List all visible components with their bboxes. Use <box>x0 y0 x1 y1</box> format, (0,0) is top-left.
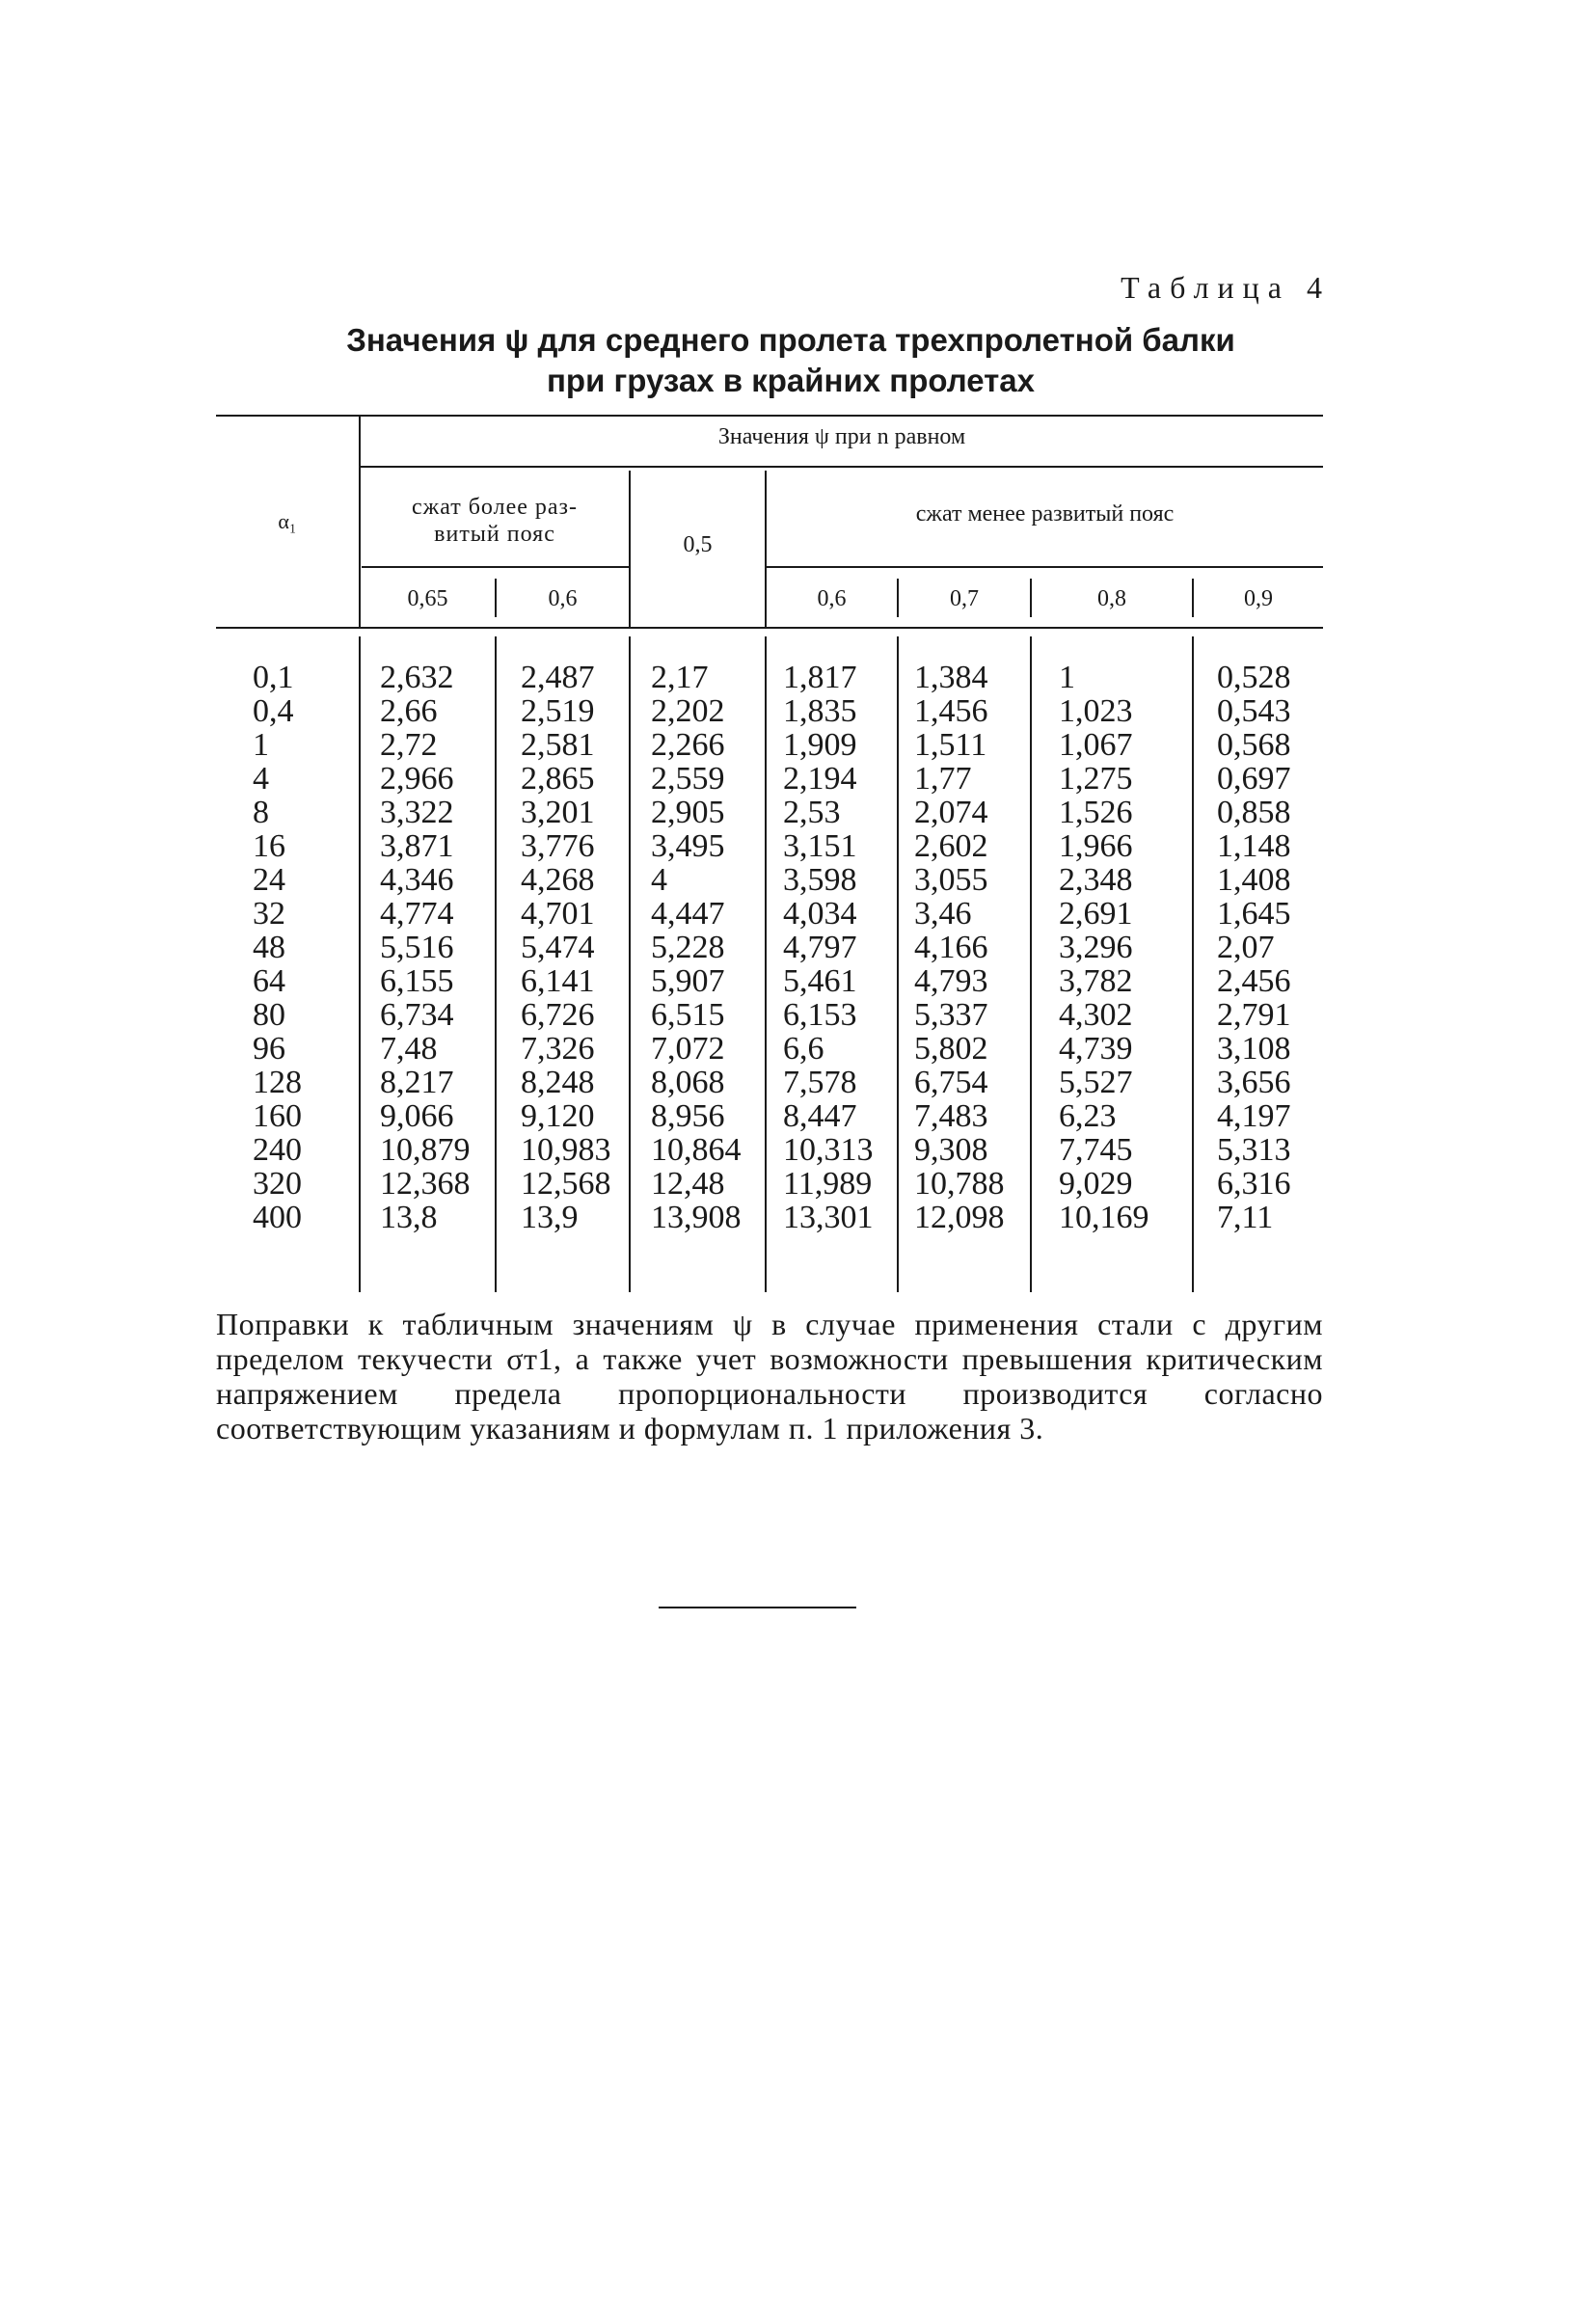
table-cell: 6,754 <box>914 1065 988 1100</box>
table-cell: 1,526 <box>1059 795 1133 830</box>
value-column-5 <box>914 661 1005 1234</box>
table-cell: 3,055 <box>914 862 988 898</box>
value-column-4 <box>783 661 874 1234</box>
table-cell: 5,474 <box>521 930 595 965</box>
header-less-developed: сжат менее развитый пояс <box>915 501 1175 527</box>
table-cell: 9,029 <box>1059 1166 1133 1202</box>
table-cell: 16 <box>253 828 285 864</box>
rule-under-less <box>767 566 1323 568</box>
table-cell: 5,516 <box>380 930 454 965</box>
table-cell: 5,313 <box>1217 1132 1291 1168</box>
table-cell: 12,48 <box>651 1166 725 1202</box>
header-col-1: 0,65 <box>407 586 448 611</box>
table-cell: 1,067 <box>1059 727 1133 763</box>
table-cell: 5,228 <box>651 930 725 965</box>
table-cell: 10,169 <box>1059 1200 1149 1235</box>
table-cell: 6,726 <box>521 997 595 1033</box>
table-cell: 4,793 <box>914 963 988 999</box>
table-cell: 1 <box>1059 660 1075 695</box>
table-cell: 4,268 <box>521 862 595 898</box>
rule-top <box>216 415 1323 417</box>
table-cell: 13,908 <box>651 1200 742 1235</box>
rule-under-more <box>362 566 629 568</box>
table-cell: 0,858 <box>1217 795 1291 830</box>
rule-header-bottom <box>216 627 1323 629</box>
table-cell: 2,905 <box>651 795 725 830</box>
table-cell: 8 <box>253 795 269 830</box>
table-cell: 2,202 <box>651 693 725 729</box>
table-cell: 6,141 <box>521 963 595 999</box>
table-cell: 2,266 <box>651 727 725 763</box>
table-cell: 5,907 <box>651 963 725 999</box>
table-cell: 1,275 <box>1059 761 1133 797</box>
value-column-6 <box>1059 661 1149 1234</box>
table-cell: 1,511 <box>914 727 987 763</box>
table-cell: 4,701 <box>521 896 595 932</box>
vline-b-c1 <box>495 636 497 1292</box>
header-more-developed: сжат более раз- витый пояс <box>411 495 579 547</box>
table-cell: 6,6 <box>783 1031 824 1067</box>
vline-b-c4 <box>897 636 899 1292</box>
table-cell: 1,408 <box>1217 862 1291 898</box>
value-column-2 <box>521 661 611 1234</box>
table-cell: 1,966 <box>1059 828 1133 864</box>
table-cell: 10,788 <box>914 1166 1005 1202</box>
table-cell: 1,817 <box>783 660 857 695</box>
table-cell: 7,745 <box>1059 1132 1133 1168</box>
table-cell: 7,48 <box>380 1031 438 1067</box>
table-cell: 2,72 <box>380 727 438 763</box>
table-cell: 13,8 <box>380 1200 438 1235</box>
table-cell: 2,791 <box>1217 997 1291 1033</box>
table-cell: 0,528 <box>1217 660 1291 695</box>
table-cell: 5,337 <box>914 997 988 1033</box>
table-cell: 48 <box>253 930 285 965</box>
table-cell: 400 <box>253 1200 302 1235</box>
table-cell: 3,322 <box>380 795 454 830</box>
table-cell: 1,835 <box>783 693 857 729</box>
table-cell: 8,248 <box>521 1065 595 1100</box>
vline-b-c2 <box>629 636 631 1292</box>
alpha-column <box>253 661 302 1234</box>
table-cell: 9,308 <box>914 1132 988 1168</box>
table-cell: 4 <box>253 761 269 797</box>
table-cell: 13,301 <box>783 1200 874 1235</box>
table-cell: 0,4 <box>253 693 294 729</box>
table-cell: 7,326 <box>521 1031 595 1067</box>
table-cell: 12,368 <box>380 1166 471 1202</box>
title-line-2: при грузах в крайних пролетах <box>546 363 1036 398</box>
table-cell: 7,483 <box>914 1098 988 1134</box>
table-cell: 4,166 <box>914 930 988 965</box>
header-col-4: 0,6 <box>817 586 847 611</box>
table-cell: 8,447 <box>783 1098 857 1134</box>
table-cell: 12,098 <box>914 1200 1005 1235</box>
header-col-5: 0,7 <box>950 586 979 611</box>
table-cell: 0,543 <box>1217 693 1291 729</box>
table-cell: 10,879 <box>380 1132 471 1168</box>
table-cell: 0,568 <box>1217 727 1291 763</box>
header-col-2: 0,6 <box>548 586 578 611</box>
value-column-7 <box>1217 661 1291 1234</box>
header-col-7: 0,9 <box>1244 586 1273 611</box>
table-cell: 2,074 <box>914 795 988 830</box>
table-cell: 7,11 <box>1217 1200 1274 1235</box>
table-cell: 10,864 <box>651 1132 742 1168</box>
table-cell: 4,302 <box>1059 997 1133 1033</box>
value-column-1 <box>380 661 471 1234</box>
table-cell: 3,108 <box>1217 1031 1291 1067</box>
table-cell: 1,456 <box>914 693 988 729</box>
table-cell: 240 <box>253 1132 302 1168</box>
table-cell: 10,983 <box>521 1132 611 1168</box>
table-cell: 8,217 <box>380 1065 454 1100</box>
table-cell: 3,495 <box>651 828 725 864</box>
table-cell: 320 <box>253 1166 302 1202</box>
table-cell: 160 <box>253 1098 302 1134</box>
table-cell: 10,313 <box>783 1132 874 1168</box>
table-cell: 2,53 <box>783 795 841 830</box>
table-cell: 4 <box>651 862 667 898</box>
table-cell: 3,782 <box>1059 963 1133 999</box>
table-cell: 4,739 <box>1059 1031 1133 1067</box>
table-cell: 12,568 <box>521 1166 611 1202</box>
table-cell: 5,461 <box>783 963 857 999</box>
title-line-1: Значения ψ для среднего пролета трехпролетной балки <box>346 322 1235 358</box>
table-cell: 3,151 <box>783 828 857 864</box>
table-cell: 3,46 <box>914 896 972 932</box>
table-cell: 11,989 <box>783 1166 873 1202</box>
table-cell: 2,348 <box>1059 862 1133 898</box>
table-cell: 6,734 <box>380 997 454 1033</box>
table-cell: 1,77 <box>914 761 972 797</box>
value-column-3 <box>651 661 742 1234</box>
table-cell: 24 <box>253 862 285 898</box>
table-cell: 0,1 <box>253 660 294 695</box>
table-cell: 2,865 <box>521 761 595 797</box>
table-cell: 13,9 <box>521 1200 579 1235</box>
table-cell: 3,598 <box>783 862 857 898</box>
table-cell: 2,66 <box>380 693 438 729</box>
table-cell: 6,155 <box>380 963 454 999</box>
vline-b-alpha <box>359 636 361 1292</box>
table-cell: 4,034 <box>783 896 857 932</box>
table-cell: 7,578 <box>783 1065 857 1100</box>
table-cell: 3,201 <box>521 795 595 830</box>
table-cell: 9,120 <box>521 1098 595 1134</box>
table-cell: 3,776 <box>521 828 595 864</box>
header-alpha: α₁ <box>278 509 297 533</box>
vline-b-c3 <box>765 636 767 1292</box>
table-cell: 1 <box>253 727 269 763</box>
table-cell: 6,23 <box>1059 1098 1117 1134</box>
table-cell: 1,645 <box>1217 896 1291 932</box>
footnote-paragraph: Поправки к табличным значениям ψ в случае применения стали с другим пределом текучести σт1, а также учет возможности превышения критическим напряжением предела пропорциональности производится согласно соответствующим указаниям и формулам п. 1 приложения 3. <box>216 1307 1323 1446</box>
table-cell: 80 <box>253 997 285 1033</box>
table-cell: 1,023 <box>1059 693 1133 729</box>
table-cell: 2,487 <box>521 660 595 695</box>
table-cell: 6,316 <box>1217 1166 1291 1202</box>
table-cell: 4,197 <box>1217 1098 1291 1134</box>
table-label: Таблица 4 <box>1121 270 1331 305</box>
table-cell: 2,966 <box>380 761 454 797</box>
table-cell: 2,194 <box>783 761 857 797</box>
table-cell: 2,456 <box>1217 963 1291 999</box>
table-cell: 2,07 <box>1217 930 1275 965</box>
table-cell: 2,559 <box>651 761 725 797</box>
table-cell: 1,909 <box>783 727 857 763</box>
table-cell: 64 <box>253 963 285 999</box>
header-mid-value: 0,5 <box>683 532 713 557</box>
table-cell: 8,068 <box>651 1065 725 1100</box>
table-cell: 7,072 <box>651 1031 725 1067</box>
table-cell: 4,774 <box>380 896 454 932</box>
table-cell: 4,447 <box>651 896 725 932</box>
table-cell: 1,148 <box>1217 828 1291 864</box>
table-cell: 32 <box>253 896 285 932</box>
table-cell: 3,656 <box>1217 1065 1291 1100</box>
vline-b-c5 <box>1030 636 1032 1292</box>
table-cell: 2,581 <box>521 727 595 763</box>
table-cell: 96 <box>253 1031 285 1067</box>
table-cell: 3,871 <box>380 828 454 864</box>
table-cell: 4,346 <box>380 862 454 898</box>
separator-line <box>659 1607 856 1608</box>
vline-b-c6 <box>1192 636 1194 1292</box>
table-cell: 4,797 <box>783 930 857 965</box>
table-cell: 0,697 <box>1217 761 1291 797</box>
table-cell: 5,527 <box>1059 1065 1133 1100</box>
table-cell: 1,384 <box>914 660 988 695</box>
table-cell: 5,802 <box>914 1031 988 1067</box>
table-cell: 2,17 <box>651 660 709 695</box>
table-cell: 2,519 <box>521 693 595 729</box>
header-col-6: 0,8 <box>1097 586 1126 611</box>
table-cell: 2,602 <box>914 828 988 864</box>
table-cell: 6,515 <box>651 997 725 1033</box>
table-cell: 6,153 <box>783 997 857 1033</box>
header-group: Значения ψ при n равном <box>717 424 966 449</box>
table-cell: 2,691 <box>1059 896 1133 932</box>
table-cell: 128 <box>253 1065 302 1100</box>
rule-under-group <box>359 466 1323 468</box>
table-cell: 8,956 <box>651 1098 725 1134</box>
table-cell: 2,632 <box>380 660 454 695</box>
table-cell: 9,066 <box>380 1098 454 1134</box>
table-cell: 3,296 <box>1059 930 1133 965</box>
